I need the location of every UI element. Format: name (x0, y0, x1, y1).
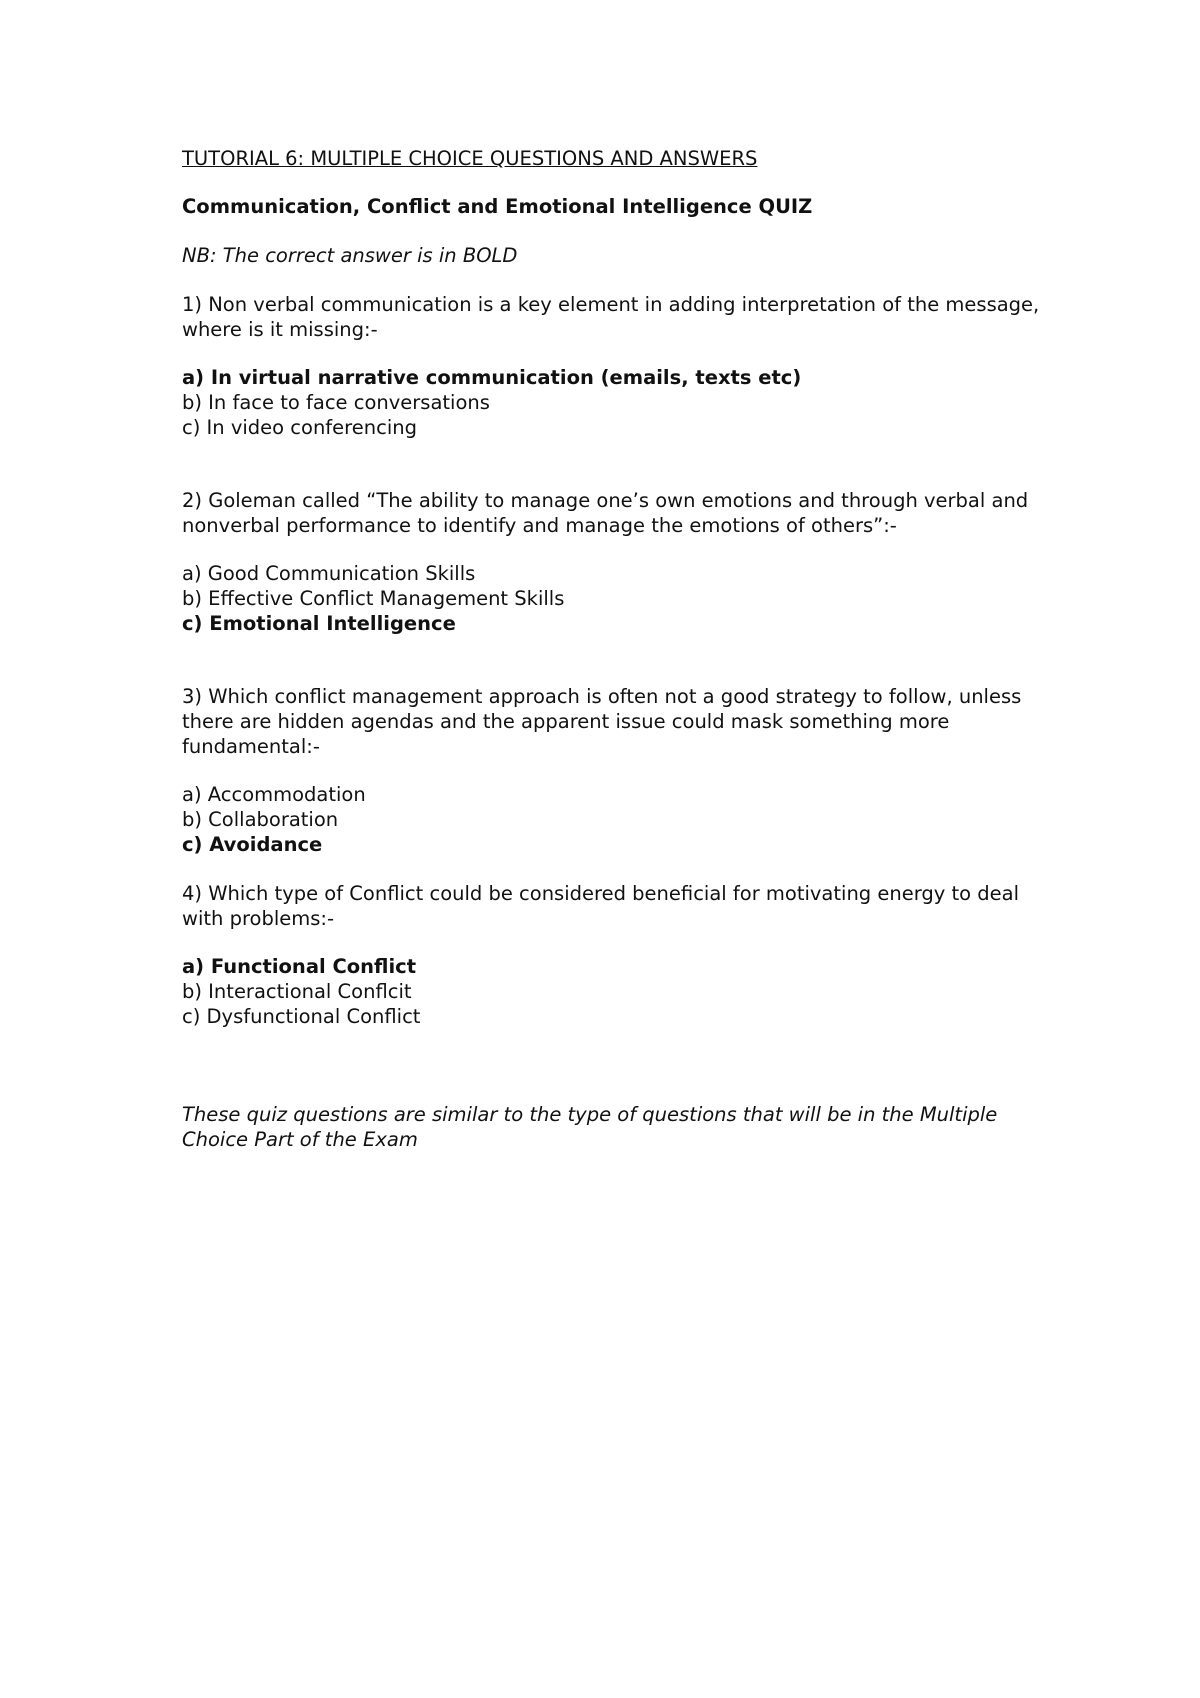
option-list (182, 954, 1062, 1029)
option: b) Collaboration (182, 808, 339, 831)
question-block-4 (182, 881, 1062, 1029)
option: b) In face to face conversations (182, 391, 490, 414)
question-block-2 (182, 488, 1062, 636)
option: c) In video conferencing (182, 416, 417, 439)
option: b) Effective Conflict Management Skills (182, 587, 565, 610)
question-text: 2) Goleman called “The ability to manage one’s own emotions and through verbal and nonverbal performance to identify and manage the emotions of others”:- (182, 489, 1029, 537)
question-text: 4) Which type of Conflict could be considered beneficial for motivating energy to deal with problems:- (182, 882, 1020, 930)
option-list (182, 365, 1062, 440)
question-block-3 (182, 684, 1062, 857)
option-correct: c) Avoidance (182, 833, 323, 856)
document-page (182, 146, 1062, 1152)
option-list (182, 561, 1062, 636)
spacer (182, 636, 1062, 684)
document-title: TUTORIAL 6: MULTIPLE CHOICE QUESTIONS AND ANSWERS (182, 147, 758, 170)
question-text: 1) Non verbal communication is a key element in adding interpretation of the message, where is it missing:- (182, 293, 1040, 341)
option-correct: c) Emotional Intelligence (182, 612, 456, 635)
option: a) Accommodation (182, 783, 366, 806)
option: b) Interactional Conflcit (182, 980, 412, 1003)
spacer (182, 857, 1062, 881)
spacer (182, 440, 1062, 488)
option-correct: a) Functional Conflict (182, 955, 417, 978)
option-correct: a) In virtual narrative communication (emails, texts etc) (182, 366, 802, 389)
quiz-subtitle: Communication, Conflict and Emotional Intelligence QUIZ (182, 195, 813, 218)
option: c) Dysfunctional Conflict (182, 1005, 421, 1028)
question-text: 3) Which conflict management approach is often not a good strategy to follow, unless there are hidden agendas and the apparent issue could mask something more fundamental:- (182, 685, 1022, 758)
option-list (182, 782, 1062, 857)
footer-note: These quiz questions are similar to the type of questions that will be in the Multiple Choice Part of the Exam (182, 1103, 998, 1151)
answer-note: NB: The correct answer is in BOLD (182, 244, 518, 267)
spacer (182, 1029, 1062, 1102)
option: a) Good Communication Skills (182, 562, 476, 585)
question-block-1 (182, 292, 1062, 440)
